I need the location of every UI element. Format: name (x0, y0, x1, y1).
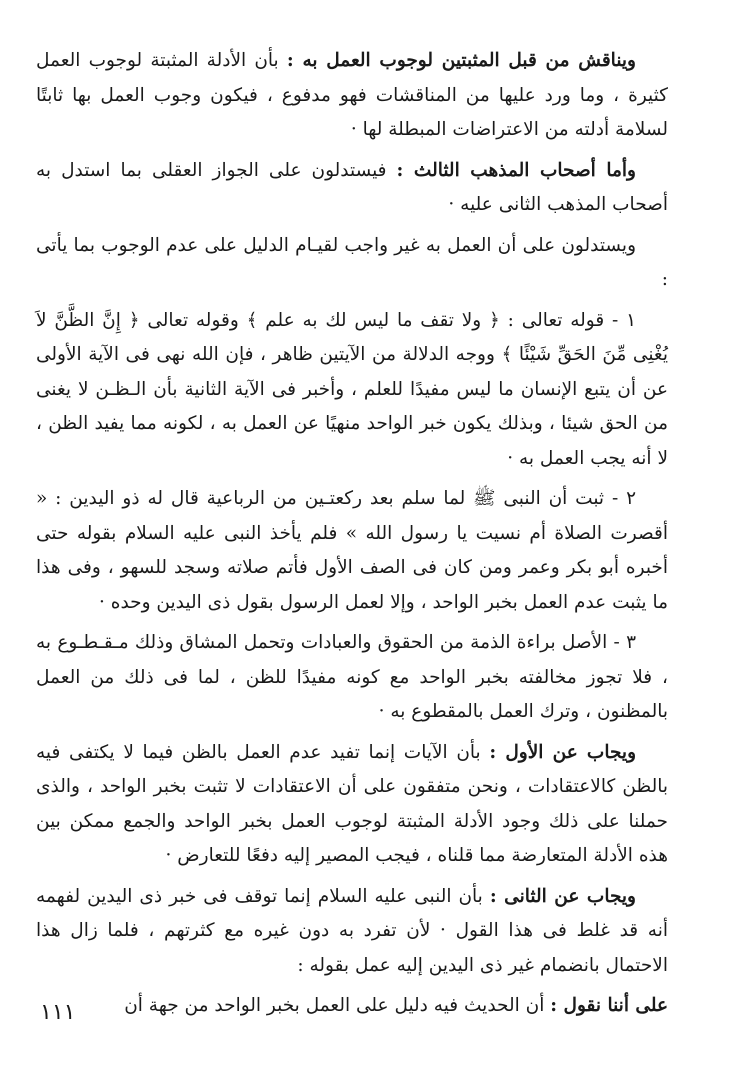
document-body (36, 44, 668, 1030)
paragraph-evidence-two (36, 482, 668, 620)
paragraph-lead: ويناقش من قبل المثبتين لوجوب العمل به : (286, 50, 636, 71)
paragraph-third-school (36, 154, 668, 223)
paragraph-lead: وأما أصحاب المذهب الثالث : (396, 159, 636, 181)
paragraph-evidence-one (36, 304, 668, 477)
paragraph-lead: ويجاب عن الثانى : (489, 885, 636, 907)
paragraph-text: فيستدلون على الجواز العقلى بما استدل به أصحاب المذهب الثانى عليه · (36, 159, 668, 215)
paragraph-text: أن الحديث فيه دليل على العمل بخبر الواحد من جهة أن (124, 995, 551, 1016)
paragraph-text: بأن الأدلة المثبتة لوجوب العمل كثيرة ، وما ورد عليها من المناقشات فهو مدفوع ، فيكون وجوب العمل بها ثابتًا لسلامة أدلته من الاعتراضات المبطلة لها · (36, 50, 668, 140)
paragraph-evidence-intro (36, 229, 668, 298)
paragraph-refutation-by-affirmers (36, 44, 668, 148)
paragraph-text: بأن الآيات إنما تفيد عدم العمل بالظن فيما لا يكتفى فيه بالظن كالاعتقادات ، ونحن متفقون على أن الاعتقادات لا تثبت بخبر الواحد ، والذى حملنا على ذلك وجود الأدلة المثبتة لوجوب العمل بخبر الواحد والجمع ممكن بين هذه الأدلة المتعارضة مما قلناه ، فيجب المصير إليه دفعًا للتعارض · (36, 741, 668, 866)
paragraph-lead: ويجاب عن الأول : (489, 741, 637, 763)
paragraph-lead: على أننا نقول : (550, 995, 668, 1016)
paragraph-text: ويستدلون على أن العمل به غير واجب لقيـام الدليل على عدم الوجوب بما يأتى : (36, 234, 668, 290)
paragraph-evidence-three (36, 626, 668, 730)
page-number: ١١١ (40, 1000, 76, 1025)
paragraph-final-note (36, 989, 668, 1024)
paragraph-answer-second (36, 880, 668, 984)
paragraph-answer-first (36, 736, 668, 874)
paragraph-text: ٢ - ثبت أن النبى ﷺ لما سلم بعد ركعتـين من الرباعية قال له ذو اليدين : « أقصرت الصلاة أم نسيت يا رسول الله » فلم يأخذ النبى عليه السلام بقوله حتى أخبره أبو بكر وعمر ومن كان فى الصف الأول فأتم صلاته وسجد للسهو ، وفى هذا ما يثبت عدم العمل بخبر الواحد ، وإلا لعمل الرسول بقول ذى اليدين وحده · (36, 488, 668, 613)
paragraph-text: بأن النبى عليه السلام إنما توقف فى خبر ذى اليدين لفهمه أنه قد غلط فى هذا القول · لأن تفرد به دون غيره مع كثرتهم ، فلما زال هذا الاحتمال بانضمام غير ذى اليدين إليه عمل بقوله : (36, 885, 668, 976)
paragraph-text: ٣ - الأصل براءة الذمة من الحقوق والعبادات وتحمل المشاق وذلك مـقـطـوع به ، فلا تجوز مخالفته بخبر الواحد مع كونه مفيدًا للظن ، لما فى ذلك من العمل بالمظنون ، وترك العمل بالمقطوع به · (36, 632, 668, 722)
paragraph-text: ١ - قوله تعالى : ﴿ ولا تقف ما ليس لك به علم ﴾ وقوله تعالى ﴿ إِنَّ الظَّنَّ لاَ يُغْنِى مِّنَ الحَقِّ شَيْئًا ﴾ ووجه الدلالة من الآيتين ظاهر ، فإن الله نهى فى الآية الأولى عن أن يتبع الإنسان ما ليس مفيدًا للعلم ، وأخبر فى الآية الثانية بأن الـظـن لا يغنى من الحق شيئا ، وبذلك يكون خبر الواحد منهيًا عن العمل به ، لكونه مما يفيد الظن ، لا أنه يجب العمل به · (36, 309, 668, 469)
